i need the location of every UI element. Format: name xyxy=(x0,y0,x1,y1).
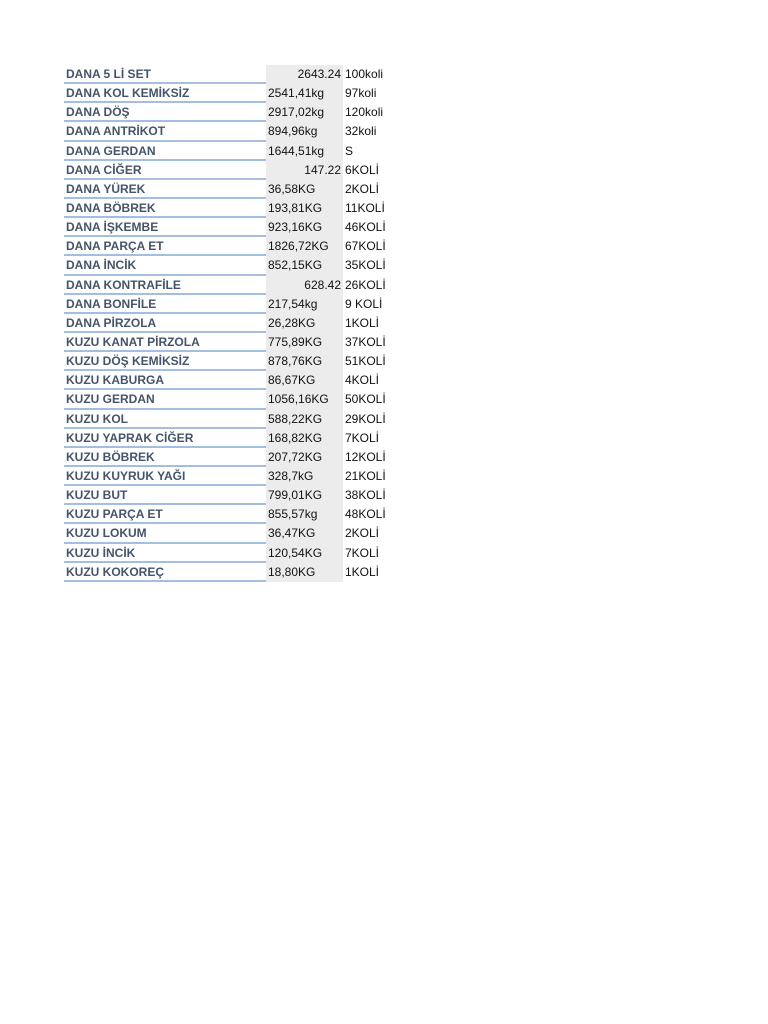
table-row xyxy=(64,410,404,429)
quantity-cell[interactable]: 46KOLİ xyxy=(345,220,386,235)
table-row xyxy=(64,429,404,448)
weight-cell[interactable]: 147.22 xyxy=(266,161,343,180)
weight-cell[interactable]: 168,82KG xyxy=(266,429,343,448)
product-name-cell[interactable]: DANA İNCİK xyxy=(64,256,266,275)
quantity-cell[interactable]: 26KOLİ xyxy=(345,277,386,292)
weight-cell[interactable]: 628.42 xyxy=(266,276,343,295)
quantity-cell[interactable]: 100koli xyxy=(345,67,384,81)
weight-cell[interactable]: 775,89KG xyxy=(266,333,343,352)
table-row xyxy=(64,352,404,371)
product-name-cell[interactable]: KUZU YAPRAK CİĞER xyxy=(64,429,266,448)
table-row xyxy=(64,161,404,180)
table-row xyxy=(64,256,404,275)
quantity-cell[interactable]: S xyxy=(345,143,354,158)
product-name-cell[interactable]: DANA KONTRAFİLE xyxy=(64,276,266,295)
product-name-cell[interactable]: KUZU PARÇA ET xyxy=(64,505,266,524)
table-row xyxy=(64,486,404,505)
product-name-cell[interactable]: DANA İŞKEMBE xyxy=(64,218,266,237)
quantity-cell[interactable]: 7KOLİ xyxy=(345,545,380,560)
weight-cell[interactable]: 207,72KG xyxy=(266,448,343,467)
product-name-cell[interactable]: DANA BONFİLE xyxy=(64,295,266,314)
table-row xyxy=(64,122,404,141)
product-name-cell[interactable]: KUZU İNCİK xyxy=(64,544,266,563)
weight-cell[interactable]: 86,67KG xyxy=(266,371,343,390)
weight-cell[interactable]: 799,01KG xyxy=(266,486,343,505)
quantity-cell[interactable]: 7KOLİ xyxy=(345,430,380,445)
product-name-cell[interactable]: DANA 5 Lİ SET xyxy=(64,65,266,84)
quantity-cell[interactable]: 50KOLİ xyxy=(345,392,386,407)
product-name-cell[interactable]: KUZU DÖŞ KEMİKSİZ xyxy=(64,352,266,371)
product-name-cell[interactable]: DANA PARÇA ET xyxy=(64,237,266,256)
weight-cell[interactable]: 923,16KG xyxy=(266,218,343,237)
quantity-cell[interactable]: 29KOLİ xyxy=(345,411,386,426)
table-row xyxy=(64,199,404,218)
quantity-cell[interactable]: 120koli xyxy=(345,105,384,120)
table-row xyxy=(64,371,404,390)
table-row xyxy=(64,103,404,122)
weight-cell[interactable]: 193,81KG xyxy=(266,199,343,218)
product-name-cell[interactable]: KUZU KOL xyxy=(64,410,266,429)
quantity-cell[interactable]: 51KOLİ xyxy=(345,354,386,369)
quantity-cell[interactable]: 48KOLİ xyxy=(345,507,386,522)
table-row xyxy=(64,84,404,103)
quantity-cell[interactable]: 1KOLİ xyxy=(345,564,380,579)
quantity-cell[interactable]: 97koli xyxy=(345,86,377,101)
product-name-cell[interactable]: DANA DÖŞ xyxy=(64,103,266,122)
quantity-cell[interactable]: 4KOLİ xyxy=(345,373,380,388)
quantity-cell[interactable]: 2KOLİ xyxy=(345,526,380,541)
quantity-cell[interactable]: 6KOLİ xyxy=(345,162,380,177)
table-row xyxy=(64,390,404,409)
quantity-cell[interactable]: 67KOLİ xyxy=(345,239,386,254)
product-name-cell[interactable]: DANA GERDAN xyxy=(64,142,266,161)
quantity-cell[interactable]: 1KOLİ xyxy=(345,315,380,330)
weight-cell[interactable]: 2917,02kg xyxy=(266,103,343,122)
quantity-cell[interactable]: 12KOLİ xyxy=(345,449,386,464)
weight-cell[interactable]: 2643.24 xyxy=(266,65,343,84)
product-name-cell[interactable]: KUZU LOKUM xyxy=(64,524,266,543)
product-name-cell[interactable]: KUZU KUYRUK YAĞI xyxy=(64,467,266,486)
weight-cell[interactable]: 878,76KG xyxy=(266,352,343,371)
quantity-cell[interactable]: 2KOLİ xyxy=(345,181,380,196)
quantity-cell[interactable]: 32koli xyxy=(345,124,377,139)
table-row xyxy=(64,448,404,467)
product-name-cell[interactable]: DANA KOL KEMİKSİZ xyxy=(64,84,266,103)
product-name-cell[interactable]: DANA ANTRİKOT xyxy=(64,122,266,141)
table-row xyxy=(64,65,404,84)
weight-cell[interactable]: 1826,72KG xyxy=(266,237,343,256)
table-row xyxy=(64,505,404,524)
quantity-cell[interactable]: 9 KOLİ xyxy=(345,296,383,311)
weight-cell[interactable]: 217,54kg xyxy=(266,295,343,314)
product-name-cell[interactable]: KUZU BUT xyxy=(64,486,266,505)
table-row xyxy=(64,333,404,352)
weight-cell[interactable]: 26,28KG xyxy=(266,314,343,333)
quantity-cell[interactable]: 35KOLİ xyxy=(345,258,386,273)
weight-cell[interactable]: 852,15KG xyxy=(266,256,343,275)
table-row xyxy=(64,142,404,161)
product-name-cell[interactable]: DANA BÖBREK xyxy=(64,199,266,218)
product-name-cell[interactable]: KUZU KABURGA xyxy=(64,371,266,390)
weight-cell[interactable]: 36,58KG xyxy=(266,180,343,199)
weight-cell[interactable]: 18,80KG xyxy=(266,563,343,582)
product-table xyxy=(64,65,404,582)
table-row xyxy=(64,218,404,237)
table-row xyxy=(64,295,404,314)
weight-cell[interactable]: 120,54KG xyxy=(266,544,343,563)
weight-cell[interactable]: 1056,16KG xyxy=(266,390,343,409)
product-name-cell[interactable]: KUZU GERDAN xyxy=(64,390,266,409)
product-name-cell[interactable]: DANA PİRZOLA xyxy=(64,314,266,333)
table-row xyxy=(64,467,404,486)
weight-cell[interactable]: 328,7kG xyxy=(266,467,343,486)
quantity-cell[interactable]: 38KOLİ xyxy=(345,488,386,503)
weight-cell[interactable]: 894,96kg xyxy=(266,122,343,141)
table-row xyxy=(64,276,404,295)
product-name-cell[interactable]: DANA YÜREK xyxy=(64,180,266,199)
table-row xyxy=(64,180,404,199)
table-row xyxy=(64,563,404,582)
table-row xyxy=(64,544,404,563)
product-name-cell[interactable]: KUZU KOKOREÇ xyxy=(64,563,266,582)
product-name-cell[interactable]: DANA CİĞER xyxy=(64,161,266,180)
weight-cell[interactable]: 1644,51kg xyxy=(266,142,343,161)
table-row xyxy=(64,237,404,256)
weight-cell[interactable]: 855,57kg xyxy=(266,505,343,524)
quantity-cell[interactable]: 11KOLİ xyxy=(345,200,385,215)
weight-cell[interactable]: 2541,41kg xyxy=(266,84,343,103)
weight-cell[interactable]: 36,47KG xyxy=(266,524,343,543)
weight-cell[interactable]: 588,22KG xyxy=(266,410,343,429)
product-name-cell[interactable]: KUZU BÖBREK xyxy=(64,448,266,467)
table-row xyxy=(64,314,404,333)
table-row xyxy=(64,524,404,543)
product-name-cell[interactable]: KUZU KANAT PİRZOLA xyxy=(64,333,266,352)
quantity-cell[interactable]: 21KOLİ xyxy=(345,468,386,483)
quantity-cell[interactable]: 37KOLİ xyxy=(345,334,386,349)
